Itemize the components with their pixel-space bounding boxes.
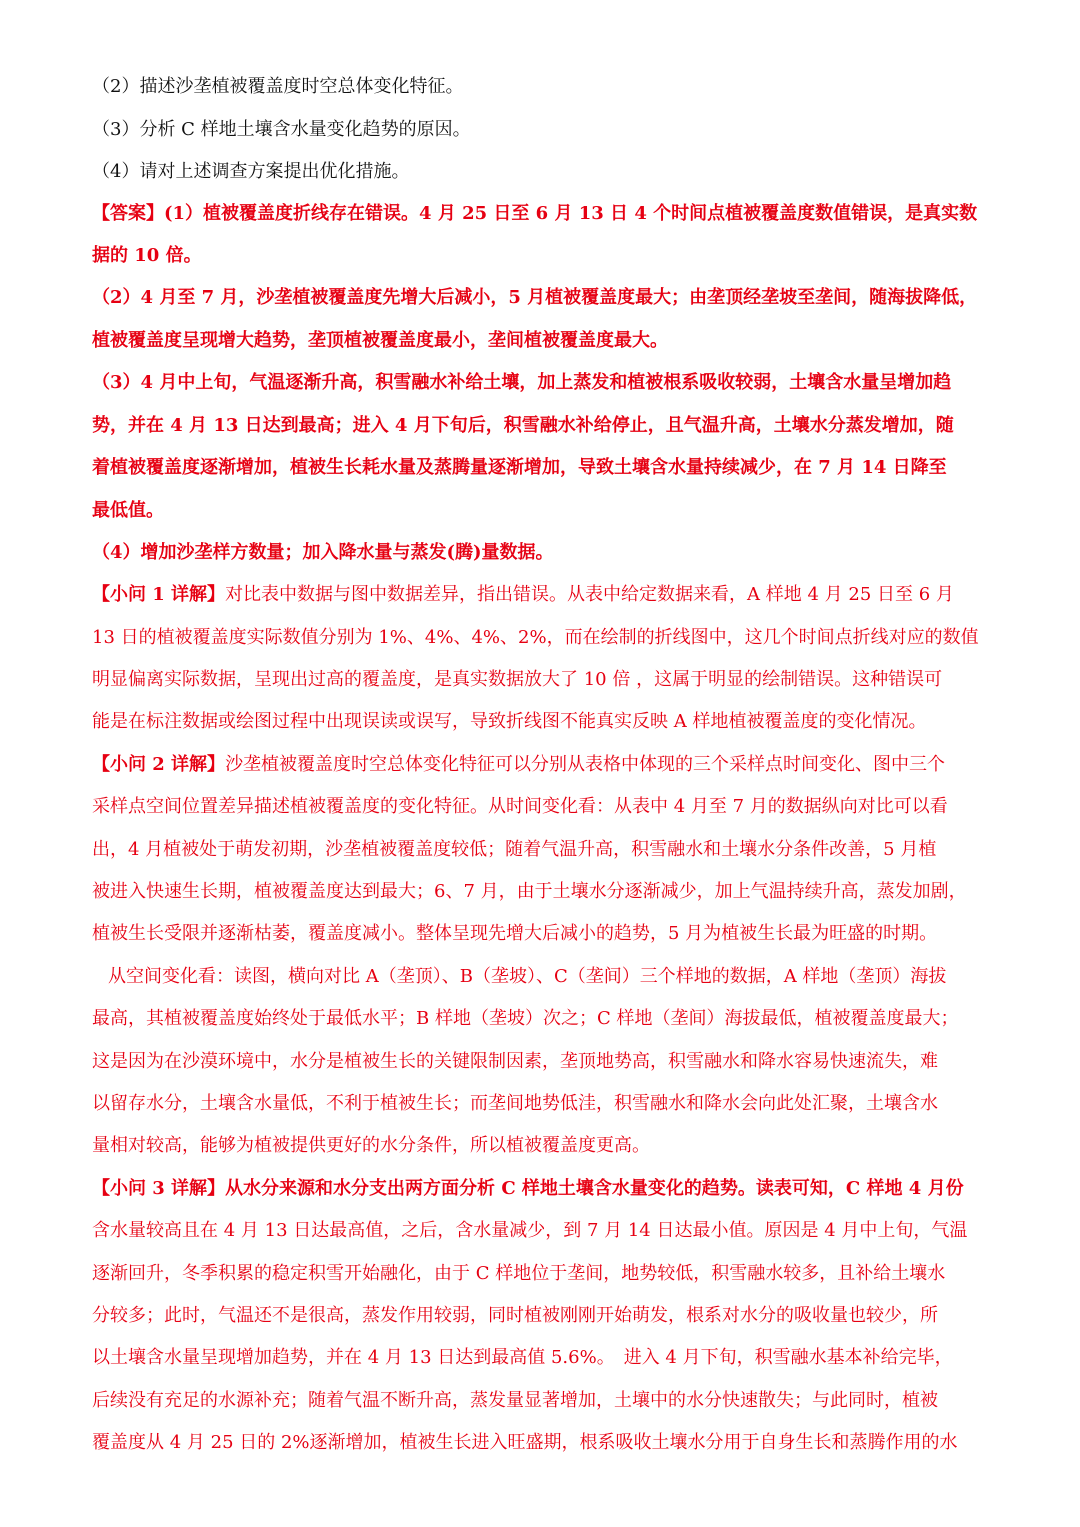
- question-3: （3）分析 C 样地土壤含水量变化趋势的原因。: [92, 119, 471, 140]
- answer-line-9: （4）增加沙垄样方数量；加入降水量与蒸发(腾)量数据。: [92, 542, 554, 563]
- answer-line-3: （2）4 月至 7 月，沙垄植被覆盖度先增大后减小，5 月植被覆盖度最大；由垄顶经垄坡至垄间，随海拔降低，: [92, 287, 978, 308]
- answer-line-8: 最低值。: [92, 500, 164, 521]
- detail3-tag: 【小问 3 详解】: [92, 1178, 226, 1199]
- detail2-line-1: [92, 750, 997, 780]
- detail3-line-5: 以土壤含水量呈现增加趋势，并在 4 月 13 日达到最高值 5.6%。 进入 4 月下旬，积雪融水基本补给完毕，: [92, 1347, 953, 1368]
- answer-line-4: 植被覆盖度呈现增大趋势，垄顶植被覆盖度最小，垄间植被覆盖度最大。: [92, 330, 668, 351]
- detail2-line-10: 量相对较高，能够为植被提供更好的水分条件，所以植被覆盖度更高。: [92, 1135, 650, 1156]
- detail2-line-2: 采样点空间位置差异描述植被覆盖度的变化特征。从时间变化看：从表中 4 月至 7 月的数据纵向对比可以看: [92, 796, 948, 817]
- detail1-line-3: 明显偏离实际数据，呈现出过高的覆盖度，是真实数据放大了 10 倍 ，这属于明显的绘制错误。这种错误可: [92, 669, 943, 690]
- question-2: （2）描述沙垄植被覆盖度时空总体变化特征。: [92, 76, 464, 97]
- detail3-line-3: 逐渐回升，冬季积累的稳定积雪开始融化，由于 C 样地位于垄间，地势较低，积雪融水较多，且补给土壤水: [92, 1263, 946, 1284]
- detail2-line-8: 这是因为在沙漠环境中，水分是植被生长的关键限制因素，垄顶地势高，积雪融水和降水容易快速流失，难: [92, 1051, 938, 1072]
- detail1-line-1: [92, 580, 997, 610]
- detail3-line-4: 分较多；此时，气温还不是很高，蒸发作用较弱，同时植被刚刚开始萌发，根系对水分的吸收量也较少，所: [92, 1305, 938, 1326]
- detail2-tag: 【小问 2 详解】: [92, 754, 226, 775]
- detail1-tag: 【小问 1 详解】: [92, 584, 226, 605]
- answer-line-1: [92, 199, 997, 229]
- answer-line-7: 着植被覆盖度逐渐增加，植被生长耗水量及蒸腾量逐渐增加，导致土壤含水量持续减少，在 7 月 14 日降至: [92, 457, 947, 478]
- detail2-line-3: 出，4 月植被处于萌发初期，沙垄植被覆盖度较低；随着气温升高，积雪融水和土壤水分条件改善，5 月植: [92, 839, 937, 860]
- answer-line-2: 据的 10 倍。: [92, 245, 202, 266]
- detail1-text: 对比表中数据与图中数据差异，指出错误。从表中给定数据来看，A 样地 4 月 25 日至 6 月: [225, 584, 954, 605]
- detail2-line-6: 从空间变化看：读图，横向对比 A（垄顶）、B（垄坡）、C（垄间）三个样地的数据，A 样地（垄顶）海拔: [108, 966, 947, 987]
- answer-line-6: 势，并在 4 月 13 日达到最高；进入 4 月下旬后，积雪融水补给停止，且气温升高，土壤水分蒸发增加，随: [92, 415, 954, 436]
- detail2-line-7: 最高，其植被覆盖度始终处于最低水平；B 样地（垄坡）次之；C 样地（垄间）海拔最低，植被覆盖度最大；: [92, 1008, 959, 1029]
- detail3-text: 从水分来源和水分支出两方面分析 C 样地土壤含水量变化的趋势。读表可知，C 样地 4 月份: [225, 1178, 964, 1199]
- answer-text: (1）植被覆盖度折线存在错误。4 月 25 日至 6 月 13 日 4 个时间点植被覆盖度数值错误，是真实数: [164, 203, 978, 224]
- detail3-line-1: [92, 1174, 997, 1204]
- detail3-line-6: 后续没有充足的水源补充；随着气温不断升高，蒸发量显著增加，土壤中的水分快速散失；与此同时，植被: [92, 1390, 938, 1411]
- detail1-line-4: 能是在标注数据或绘图过程中出现误读或误写，导致折线图不能真实反映 A 样地植被覆盖度的变化情况。: [92, 711, 927, 732]
- detail2-line-9: 以留存水分，土壤含水量低，不利于植被生长；而垄间地势低洼，积雪融水和降水会向此处汇聚，土壤含水: [92, 1093, 938, 1114]
- detail3-line-7: 覆盖度从 4 月 25 日的 2%逐渐增加，植被生长进入旺盛期，根系吸收土壤水分用于自身生长和蒸腾作用的水: [92, 1432, 958, 1453]
- detail1-line-2: 13 日的植被覆盖度实际数值分别为 1%、4%、4%、2%，而在绘制的折线图中，这几个时间点折线对应的数值: [92, 627, 979, 648]
- question-4: （4）请对上述调查方案提出优化措施。: [92, 161, 410, 182]
- answer-tag: 【答案】: [92, 203, 164, 224]
- detail2-line-4: 被进入快速生长期，植被覆盖度达到最大；6、7 月，由于土壤水分逐渐减少，加上气温持续升高，蒸发加剧，: [92, 881, 967, 902]
- detail3-line-2: 含水量较高且在 4 月 13 日达最高值，之后，含水量减少，到 7 月 14 日达最小值。原因是 4 月中上旬，气温: [92, 1220, 968, 1241]
- detail2-line-5: 植被生长受限并逐渐枯萎，覆盖度减小。整体呈现先增大后减小的趋势，5 月为植被生长最为旺盛的时期。: [92, 923, 938, 944]
- detail2-text: 沙垄植被覆盖度时空总体变化特征可以分别从表格中体现的三个采样点时间变化、图中三个: [225, 754, 946, 775]
- answer-line-5: （3）4 月中上旬，气温逐渐升高，积雪融水补给土壤，加上蒸发和植被根系吸收较弱，土壤含水量呈增加趋: [92, 372, 952, 393]
